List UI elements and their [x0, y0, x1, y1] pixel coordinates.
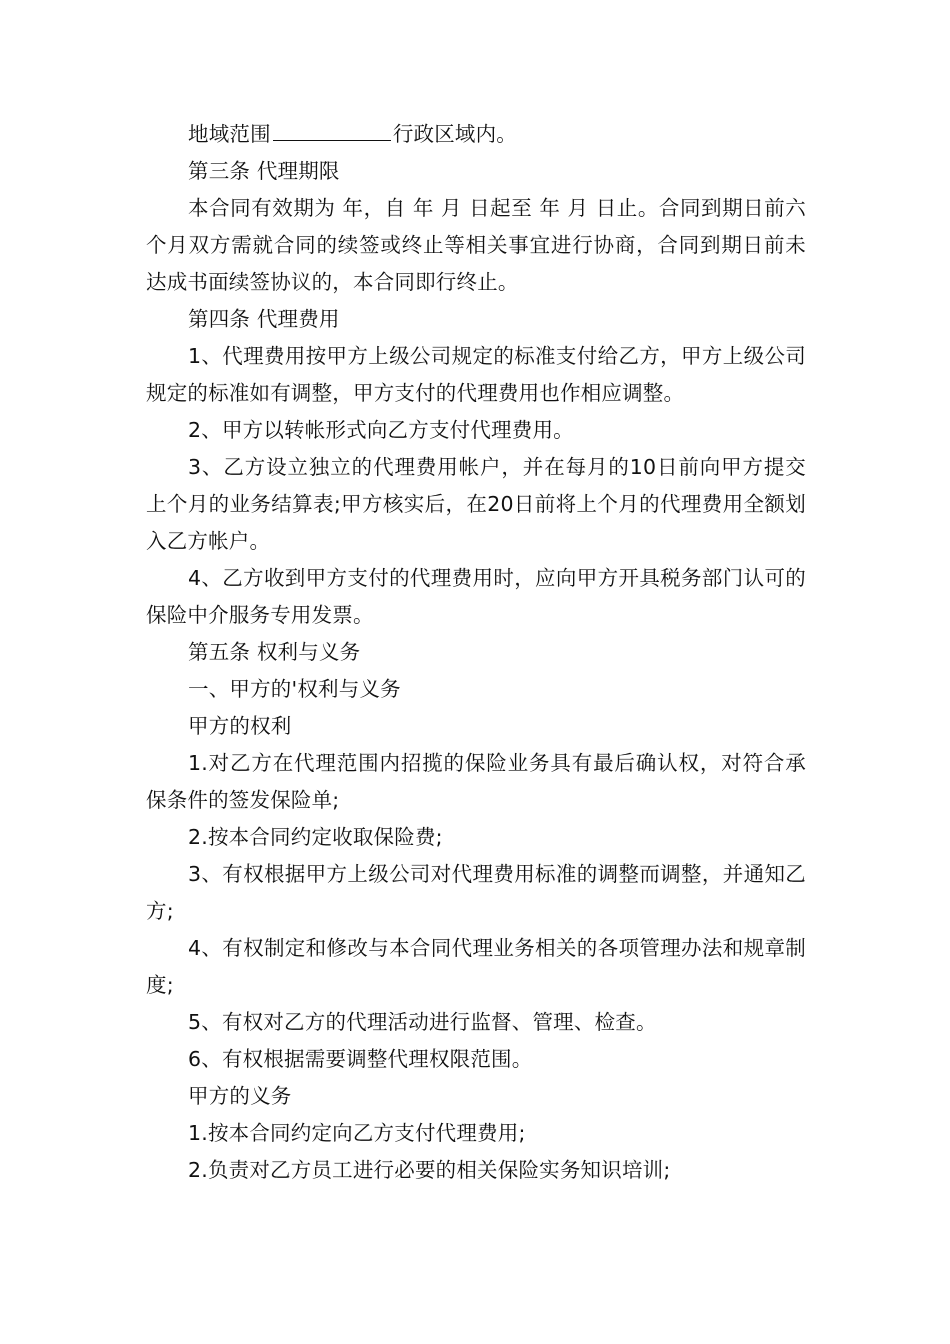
rights-item-1: 1.对乙方在代理范围内招揽的保险业务具有最后确认权，对符合承保条件的签发保险单;: [146, 751, 806, 812]
article-heading-4: 第四条 代理费用: [188, 307, 340, 331]
paragraph-region: [146, 116, 806, 153]
fee-clause-4: 4、乙方收到甲方支付的代理费用时，应向甲方开具税务部门认可的保险中介服务专用发票。: [146, 566, 806, 627]
obligations-item-2: 2.负责对乙方员工进行必要的相关保险实务知识培训;: [188, 1158, 671, 1182]
subheading-party-a-rights: 甲方的权利: [188, 714, 292, 738]
rights-item-4: 4、有权制定和修改与本合同代理业务相关的各项管理办法和规章制度;: [146, 936, 806, 997]
fee-clause-1: 1、代理费用按甲方上级公司规定的标准支付给乙方，甲方上级公司规定的标准如有调整，甲方支付的代理费用也作相应调整。: [146, 344, 806, 405]
rights-item-3: 3、有权根据甲方上级公司对代理费用标准的调整而调整，并通知乙方;: [146, 862, 806, 923]
obligations-item-1: 1.按本合同约定向乙方支付代理费用;: [188, 1121, 526, 1145]
fee-clause-3: 3、乙方设立独立的代理费用帐户，并在每月的10日前向甲方提交上个月的业务结算表;甲方核实后，在20日前将上个月的代理费用全额划入乙方帐户。: [146, 455, 806, 553]
rights-item-6: 6、有权根据需要调整代理权限范围。: [188, 1047, 533, 1071]
rights-item-5: 5、有权对乙方的代理活动进行监督、管理、检查。: [188, 1010, 657, 1034]
document-page: [146, 116, 806, 1189]
subheading-party-a-obligations: 甲方的义务: [188, 1084, 292, 1108]
fill-in-blank: [273, 118, 391, 141]
fee-clause-2: 2、甲方以转帐形式向乙方支付代理费用。: [188, 418, 574, 442]
paragraph-term: 本合同有效期为 年，自 年 月 日起至 年 月 日止。合同到期日前六个月双方需就合同的续签或终止等相关事宜进行协商，合同到期日前未达成书面续签协议的，本合同即行终止。: [146, 196, 806, 294]
region-label: 地域范围: [188, 122, 271, 146]
section-heading-party-a: 一、甲方的'权利与义务: [188, 677, 401, 701]
article-heading-3: 第三条 代理期限: [188, 159, 340, 183]
article-heading-5: 第五条 权利与义务: [188, 640, 361, 664]
region-suffix: 行政区域内。: [392, 122, 518, 146]
rights-item-2: 2.按本合同约定收取保险费;: [188, 825, 443, 849]
